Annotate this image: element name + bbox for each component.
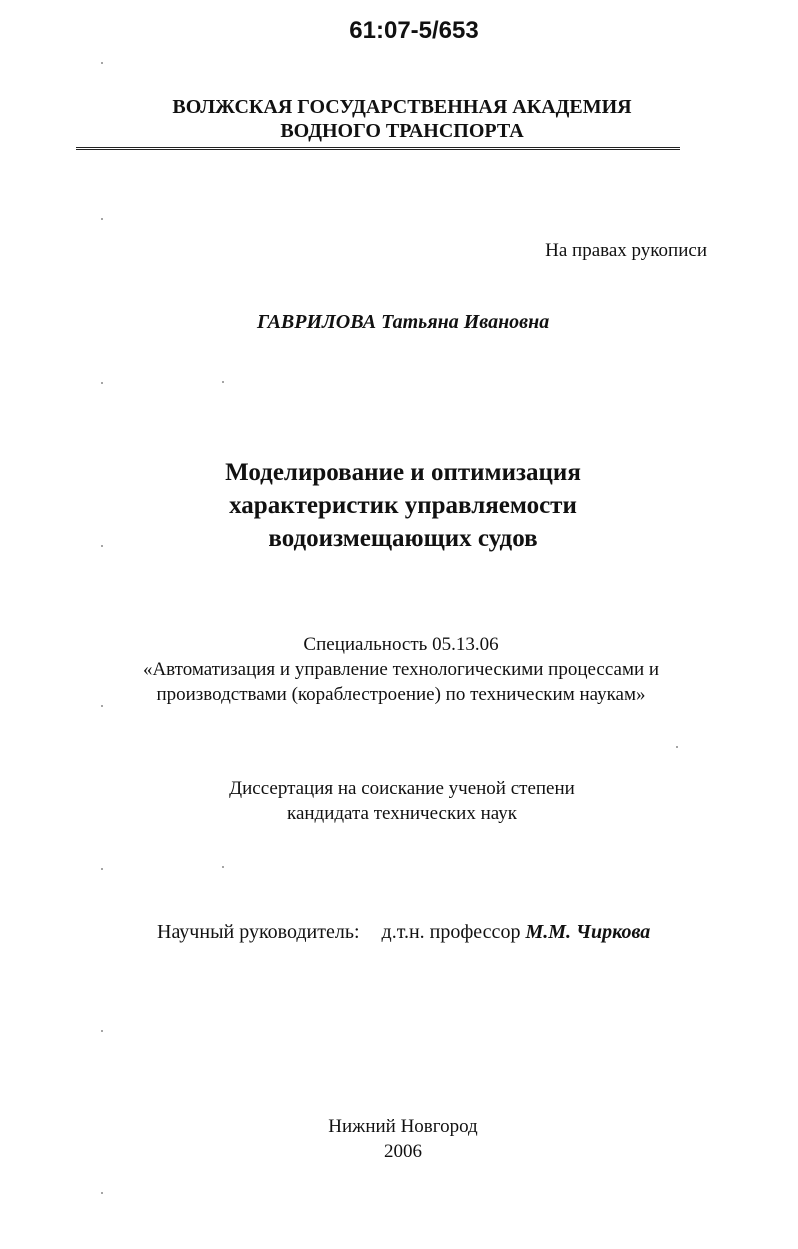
institution-name	[0, 95, 798, 143]
advisor-label: Научный руководитель:	[157, 921, 360, 943]
degree-line-1: Диссертация на соискание ученой степени	[229, 778, 575, 799]
specialty-name-line-2: производствами (кораблестроение) по техническим наукам»	[156, 684, 646, 705]
header-divider	[76, 147, 680, 150]
scientific-advisor	[157, 920, 650, 944]
title-line-1: Моделирование и оптимизация	[225, 459, 581, 486]
scan-speck	[101, 705, 103, 707]
rights-note: На правах рукописи	[545, 240, 707, 261]
author-surname: ГАВРИЛОВА	[257, 311, 377, 333]
dissertation-title	[0, 456, 798, 555]
year: 2006	[384, 1141, 422, 1162]
author-given-names: Татьяна Ивановна	[381, 311, 550, 333]
scan-speck	[101, 868, 103, 870]
institution-line-1: ВОЛЖСКАЯ ГОСУДАРСТВЕННАЯ АКАДЕМИЯ	[172, 96, 632, 118]
title-line-3: водоизмещающих судов	[268, 525, 538, 552]
specialty-name-line-1: «Автоматизация и управление технологическими процессами и	[142, 659, 660, 680]
scan-speck	[101, 218, 103, 220]
scan-speck	[222, 381, 224, 383]
advisor-title: д.т.н. профессор	[381, 921, 521, 943]
title-line-2: характеристик управляемости	[229, 492, 577, 519]
degree-block	[0, 776, 798, 826]
institution-line-2: ВОДНОГО ТРАНСПОРТА	[280, 120, 524, 142]
scan-speck	[101, 1192, 103, 1194]
scan-speck	[676, 746, 678, 748]
advisor-name: М.М. Чиркова	[525, 921, 651, 943]
scan-speck	[101, 545, 103, 547]
scan-speck	[222, 866, 224, 868]
city: Нижний Новгород	[328, 1116, 478, 1137]
place-and-year	[0, 1114, 798, 1164]
specialty-code: Специальность 05.13.06	[303, 634, 499, 655]
catalog-number: 61:07-5/653	[349, 17, 479, 44]
scan-speck	[101, 1030, 103, 1032]
scan-speck	[101, 382, 103, 384]
author-name	[257, 310, 549, 334]
degree-line-2: кандидата технических наук	[287, 803, 517, 824]
scan-speck	[101, 62, 103, 64]
specialty-block	[0, 632, 798, 707]
